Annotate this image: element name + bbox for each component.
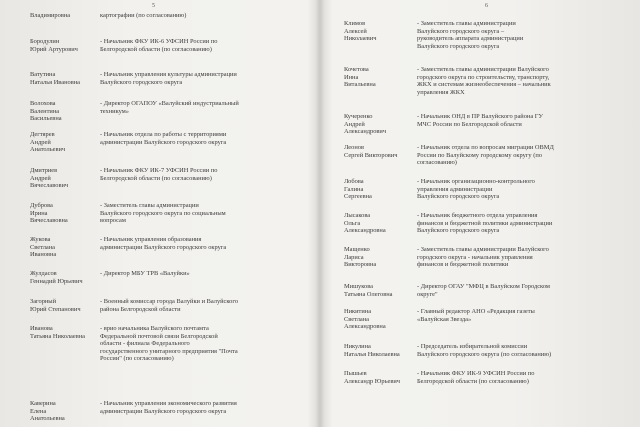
entry-name: Дмитриев Андрей Вячеславович: [30, 167, 69, 190]
entry-name: Жукова Светлана Ивановна: [30, 236, 57, 259]
entry-role: - Начальник ОНД в ПР Валуйского района ГУ МЧС России по Белгородской области: [417, 113, 543, 128]
entry-name: Дегтярев Андрей Анатольевич: [30, 131, 66, 154]
entry-name: Дуброва Ирина Вячеславовна: [30, 202, 68, 225]
entry-name: Ватутина Наталья Ивановна: [30, 71, 80, 86]
entry-role: - Начальник отдела по вопросам миграции ОВМД России по Валуйскому городскому округу (по согласованию): [417, 144, 554, 167]
entry-name: Кочетова Инна Витальевна: [344, 66, 376, 89]
entry-name: Мащенко Лариса Викторовна: [344, 246, 377, 269]
entry-role: - Начальник организационно-контрольного управления администрации Валуйского городского округа: [417, 178, 535, 201]
entry-name: Мишукова Татьяна Олеговна: [344, 283, 393, 298]
entry-name: Леонов Сергей Викторович: [344, 144, 398, 159]
entry-role: - Заместитель главы администрации Валуйского городского округа - начальник управления финансов и бюджетной политики: [417, 246, 549, 269]
page-number: 6: [485, 3, 488, 9]
entry-name: Кучеренко Андрей Александрович: [344, 113, 387, 136]
entry-name: Загорный Юрий Степанович: [30, 298, 81, 313]
entry-role: - Начальник управления культуры администрации Валуйского городского округа: [100, 71, 237, 86]
entry-role: - Директор МБУ ТРВ «Валуйки»: [100, 270, 190, 277]
entry-role: - Начальник ФКУ ИК-9 УФСИН России по Белгородской области (по согласованию): [417, 370, 535, 385]
entry-role: - Заместитель главы администрации Валуйского городского округа по социальным вопросам: [100, 202, 226, 225]
page-number: 5: [152, 3, 155, 9]
entry-name: Пышьев Александр Юрьевич: [344, 370, 400, 385]
entry-role: - Начальник ФКУ ИК-6 УФСИН России по Белгородской области (по согласованию): [100, 38, 218, 53]
entry-name: Жулдасов Геннадий Юрьевич: [30, 270, 83, 285]
entry-role: - Военный комиссар города Валуйки и Валуйского района Белгородской области: [100, 298, 239, 313]
entry-role: - Директор ОГАПОУ «Валуйский индустриальный техникум»: [100, 100, 239, 115]
entry-role: - Начальник управления экономического развития администрации Валуйского городского округа: [100, 400, 237, 415]
entry-role: - Начальник управления образования администрации Валуйского городского округа: [100, 236, 227, 251]
entry-name: Бородулин Юрий Артурович: [30, 38, 78, 53]
entry-role: - Начальник отдела по работы с территориями администрации Валуйского городского округа: [100, 131, 227, 146]
entry-name: Владимировна: [30, 12, 71, 19]
entry-role: - Председатель избирательной комиссии Валуйского городского округа (по согласованию): [417, 343, 552, 358]
entry-role: - Начальник бюджетного отдела управления финансов и бюджетной политики администрации Валуйского городского округа: [417, 212, 553, 235]
entry-role: - врио начальника Валуйского почтамта Федеральной почтовой связи Белгородской области - филиала Федерального государственного унитарного предприятия "Почта России" (по согласованию): [100, 325, 238, 363]
entry-name: Каверина Елена Анатольевна: [30, 400, 65, 423]
entry-name: Иванова Татьяна Николаевна: [30, 325, 85, 340]
left-page: [0, 0, 318, 427]
entry-role: - Начальник ФКУ ИК-7 УФСИН России по Белгородской области (по согласованию): [100, 167, 218, 182]
entry-role: - Главный редактор АНО «Редакция газеты «Валуйская Звезда»: [417, 308, 535, 323]
entry-role: - Директор ОГАУ "МФЦ в Валуйском Городском округе": [417, 283, 550, 298]
entry-name: Никитина Светлана Александровна: [344, 308, 386, 331]
entry-role: - Заместитель главы администрации Валуйского городского округа по строительству, транспорту, ЖКХ и системам жизнеобеспечения – начальник управления ЖКХ: [417, 66, 551, 96]
entry-name: Никулина Наталья Николаевна: [344, 343, 400, 358]
entry-name: Лобова Галина Сергеевна: [344, 178, 372, 201]
entry-name: Климов Алексей Николаевич: [344, 20, 377, 43]
entry-name: Лысакова Ольга Александровна: [344, 212, 386, 235]
entry-name: Волохова Валентина Васильевна: [30, 100, 62, 123]
right-page: [322, 0, 640, 427]
entry-role: - Заместитель главы администрации Валуйского городского округа – руководитель аппарата администрации Валуйского городского округа: [417, 20, 524, 50]
entry-role: картографии (по согласованию): [100, 12, 187, 19]
